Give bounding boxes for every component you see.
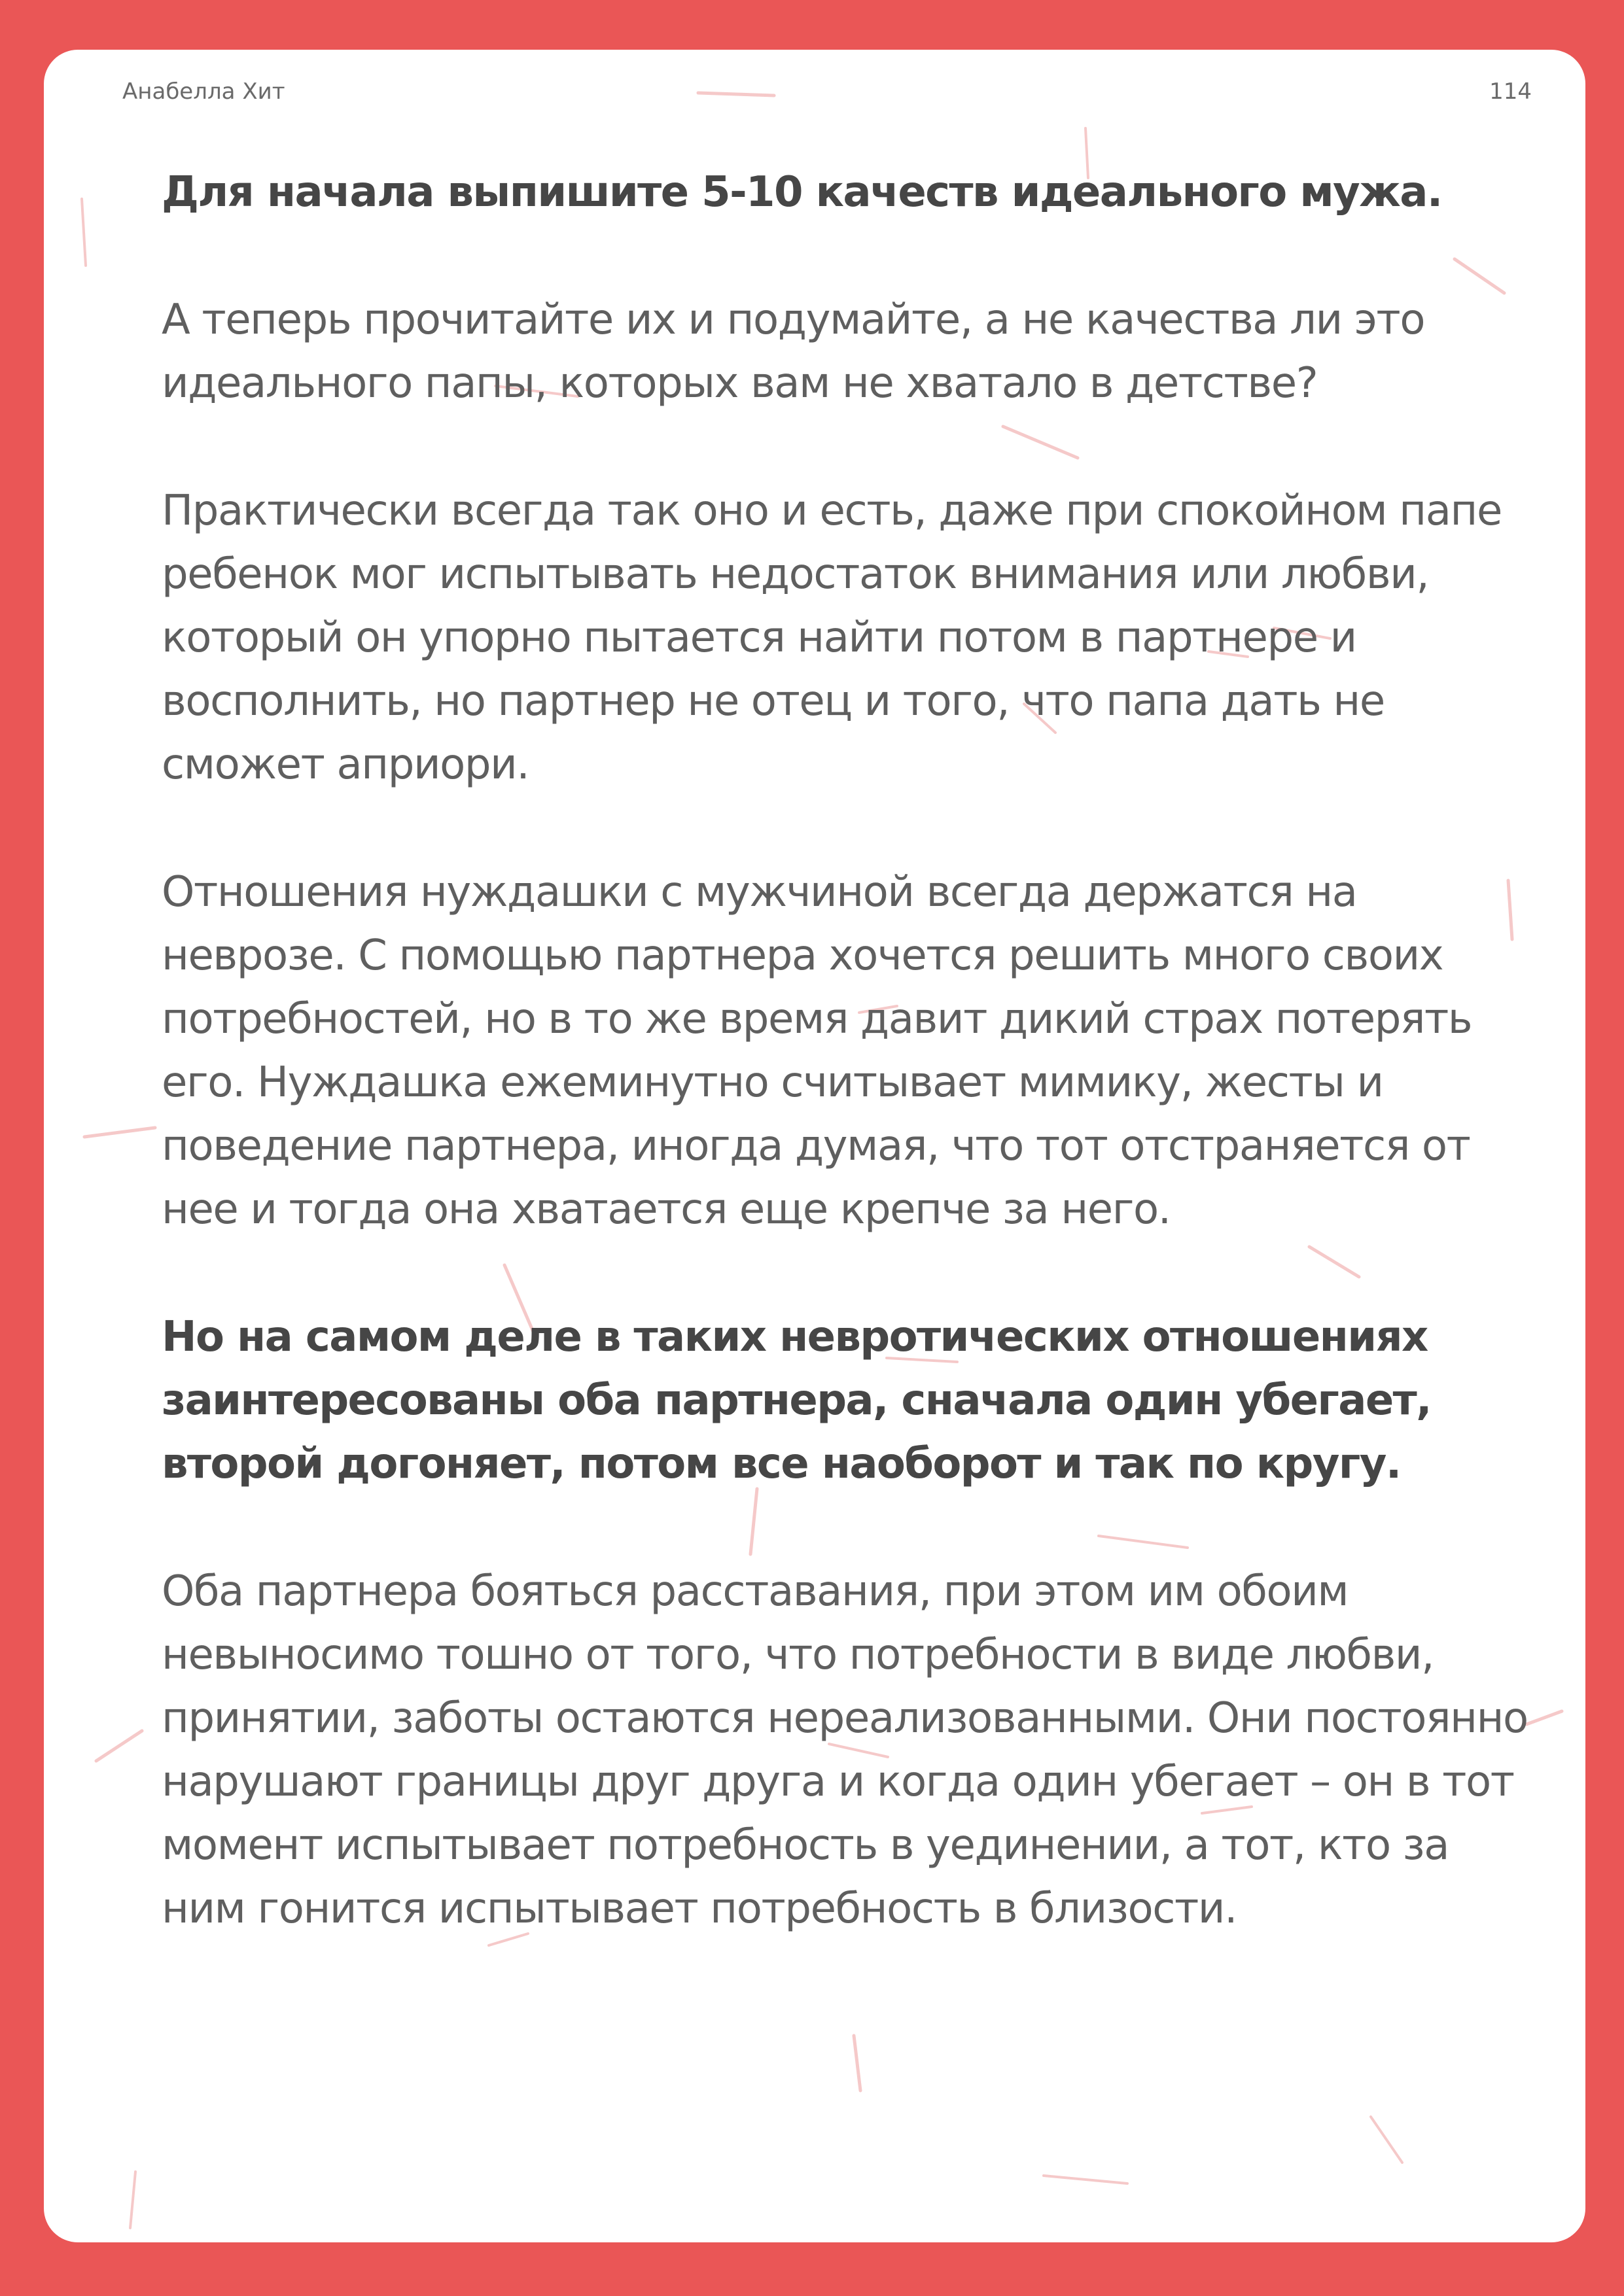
body-text [162,161,1542,2005]
paragraph: Оба партнера бояться расставания, при этом им обоим невыносимо тошно от того, что потребности в виде любви, принятии, заботы остаются нереализованными. Они постоянно нарушают границы друг друга и когда один убегает – он в тот момент испытывает потребность в уединении, а тот, кто за ним гонится испытывает потребность в близости. [162,1567,1528,1933]
paragraph-instruction: Для начала выпишите 5-10 качеств идеального мужа. [162,168,1442,217]
paragraph-emphasis: Но на самом деле в таких невротических отношениях заинтересованы оба партнера, сначала один убегает, второй догоняет, потом все наоборот и так по кругу. [162,1313,1431,1488]
page-card [44,50,1585,2242]
running-header-author: Анабелла Хит [122,78,285,105]
page-number: 114 [1489,78,1532,105]
paragraph: Отношения нуждашки с мужчиной всегда держатся на неврозе. С помощью партнера хочется решить много своих потребностей, но в то же время давит дикий страх потерять его. Нуждашка ежеминутно считывает мимику, жесты и поведение партнера, иногда думая, что тот отстраняется от нее и тогда она хватается еще крепче за него. [162,868,1472,1234]
paragraph: Практически всегда так оно и есть, даже при спокойном папе ребенок мог испытывать недостаток внимания или любви, который он упорно пытается найти потом в партнере и восполнить, но партнер не отец и того, что папа дать не сможет априори. [162,487,1502,789]
paragraph: А теперь прочитайте их и подумайте, а не качества ли это идеального папы, которых вам не хватало в детстве? [162,296,1425,408]
